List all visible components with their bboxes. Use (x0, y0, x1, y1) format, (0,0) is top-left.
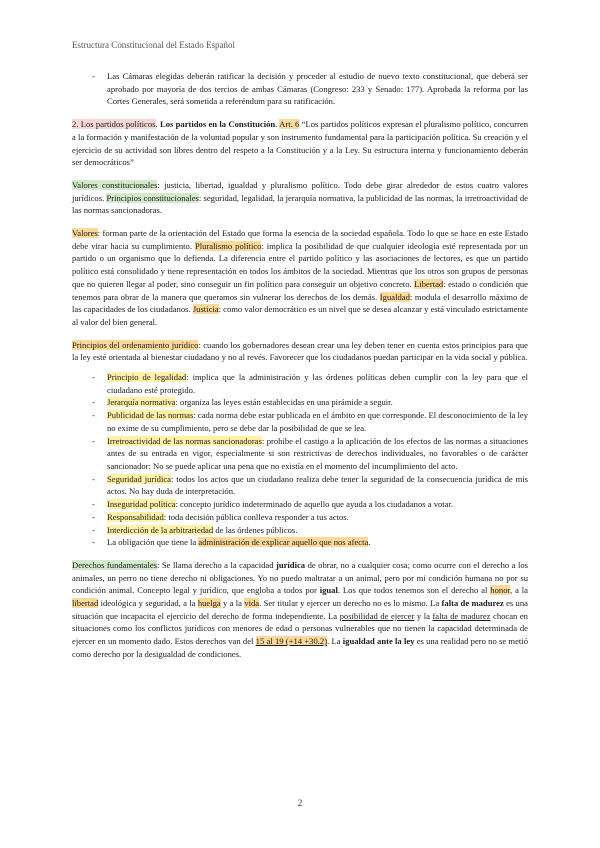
list-item: - La obligación que tiene la administración de explicar aquello que nos afecta. (72, 536, 528, 549)
term-articles-range: 15 al 19 (+14 +30.2) (255, 636, 328, 647)
term-igualdad: Igualdad (379, 291, 410, 302)
reform-bullet-list (72, 70, 528, 108)
principios-paragraph: Principios del ordenamiento jurídico: cuando los gobernadores desean crear una ley deben tener en cuenta estos principios para que la ley esté orientada al bienestar ciudadano y no al revés. Favorecer que los ciudadanos puedan participar en la vida social y pública. (72, 339, 528, 363)
term-valores-constitucionales: Valores constitucionales (72, 179, 158, 190)
term-principios-ordenamiento: Principios del ordenamiento jurídico (72, 339, 199, 350)
values-principles-paragraph: Valores constitucionales: justicia, libertad, igualdad y pluralismo político. Todo debe girar alrededor de estos cuatro valores jurídicos. Principios constitucionales: seguridad, legalidad, la jerarquía normativa, la publicidad de las normas, la irretroactividad de las normas sancionadoras. (72, 179, 528, 216)
section-label-parties: 2. Los partidos políticos (72, 119, 156, 130)
term-inseguridad-politica: Inseguridad política (107, 499, 176, 510)
term-responsabilidad: Responsabilidad (107, 511, 164, 522)
term-jerarquia-normativa: Jerarquía normativa (107, 397, 176, 408)
term-huelga: huelga (197, 598, 221, 609)
list-item: - Jerarquía normativa: organiza las leyes están establecidas en una pirámide a seguir. (72, 396, 528, 409)
reform-bullet-text: - Las Cámaras elegidas deberán ratificar la decisión y proceder al estudio de nuevo texto constitucional, que deberá ser aprobado por mayoría de dos tercios de ambas Cámaras (Congreso: 233 y Senado: 177). Aprobada la reforma por las Cortes Generales, será sometida a referéndum para su ratificación. (107, 71, 528, 107)
term-libertad-derecho: libertad (72, 598, 99, 609)
list-item: - Inseguridad política: concepto jurídico indeterminado de aquello que ayuda a los ciudadanos a votar. (72, 498, 528, 511)
list-item: - Responsabilidad: toda decisión pública conlleva responder a tus actos. (72, 511, 528, 524)
list-item: - Interdicción de la arbitrariedad de las órdenes públicos. (72, 524, 528, 537)
derechos-paragraph: Derechos fundamentales: Se llama derecho a la capacidad jurídica de obrar, no a cualquier cosa; como ocurre con el derecho a los animales, un perro no tiene derecho ni obligaciones. Yo no puedo maltratar a un animal, pero por mi condición humana no por su condición animal. Concepto legal y jurídico, que engloba a todos por igual. Los que todos tenemos son el derecho al honor, a la libertad ideológica y seguridad, a la huelga y a la vida. Ser titular y ejercer un derecho no es lo mismo. La falta de madurez es una situación que incapacita el ejercicio del derecho de forma independiente. La posibilidad de ejercer y la falta de madurez chocan en situaciones como los conflictos jurídicos con menores de edad o personas vulnerables que no tienen la capacidad determinada de ejercer en un momento dado. Estos derechos van del 15 al 19 (+14 +30.2). La igualdad ante la ley es una realidad pero no se metió como derecho por la desigualdad de condiciones. (72, 559, 528, 659)
list-item: - Seguridad jurídica: todos los actos que un ciudadano realiza debe tener la seguridad de la consecuencia jurídica de mis actos. No hay duda de interpretación. (72, 473, 528, 498)
term-seguridad-juridica: Seguridad jurídica (107, 473, 171, 484)
term-administracion-explicar: administración de explicar aquello que nos afecta (198, 537, 369, 548)
term-valores: Valores (72, 228, 98, 239)
term-interdiccion: Interdicción de la arbitrariedad (107, 524, 214, 535)
list-item: - Publicidad de las normas: cada norma debe estar publicada en el ámbito en que corresponde. El desconocimiento de la ley no exime de su cumplimiento, pero se debe dar la posibilidad de que se lea. (72, 409, 528, 434)
term-pluralismo: Pluralismo político (194, 240, 262, 251)
list-item (72, 70, 528, 108)
principles-list (72, 371, 528, 549)
valores-paragraph: Valores: forman parte de la orientación del Estado que forma la esencia de la sociedad española. Todo lo que se hace en este Estado debe virar hacia su cumplimiento. Pluralismo político: implica la posibilidad de que cualquier ideología esté representada por un partido o un organismo que lo defienda. La diferencia entre el partido político y las asociaciones de lectores, es que un partido político está consolidado y tiene representación en todos los ámbitos de la sociedad. Mientras que los otros son grupos de personas que no quieren llegar al poder, sino conseguir un fin político para conseguir un objetivo concreto. Libertad: estado o condición que tenemos para obrar de la manera que queramos sin vulnerar los derechos de los demás. Igualdad: modula el desarrollo máximo de las capacidades de los ciudadanos. Justicia: como valor democrático es un nivel que se desea alcanzar y está vinculado estrictamente al valor del bien general. (72, 228, 528, 327)
term-principios-constitucionales: Principios constitucionales (106, 192, 199, 203)
article-reference: Art. 6 (279, 119, 300, 130)
term-vida: vida (244, 598, 260, 609)
term-libertad: Libertad (414, 278, 444, 289)
running-header: Estructura Constitucional del Estado Español (72, 40, 235, 50)
page-number: 2 (297, 798, 303, 808)
term-publicidad-normas: Publicidad de las normas (107, 410, 194, 421)
section-title-parties: Los partidos en la Constitución (159, 119, 276, 130)
term-justicia: Justicia (192, 304, 219, 315)
list-item: - Principio de legalidad: implica que la administración y las órdenes políticas deben cumplir con la ley para que el ciudadano esté protegido. (72, 371, 528, 396)
page-body (72, 70, 528, 668)
list-item: - Irretroactividad de las normas sancionadoras: prohibe el castigo a la aplicación de los efectos de las normas a situaciones antes de su entrada en vigor, especialmente si son restrictivas de derechos individuales, no favorables o de carácter sancionador: No se puede aplicar una pena que no existía en el momento del incumplimiento del acto. (72, 435, 528, 473)
term-principio-legalidad: Principio de legalidad (107, 372, 187, 383)
term-honor: honor (490, 585, 511, 596)
parties-paragraph: 2. Los partidos políticos. Los partidos en la Constitución. Art. 6 “Los partidos políticos expresan el pluralismo político, concurren a la formación y manifestación de la voluntad popular y son instrumento fundamental para la participación política. Su creación y el ejercicio de su actividad son libres dentro del respeto a la Constitución y a la Ley. Su estructura interna y funcionamiento deberán ser democráticos” (72, 119, 528, 168)
term-derechos-fundamentales: Derechos fundamentales (72, 559, 158, 570)
term-irretroactividad: Irretroactividad de las normas sancionadoras (107, 435, 262, 446)
